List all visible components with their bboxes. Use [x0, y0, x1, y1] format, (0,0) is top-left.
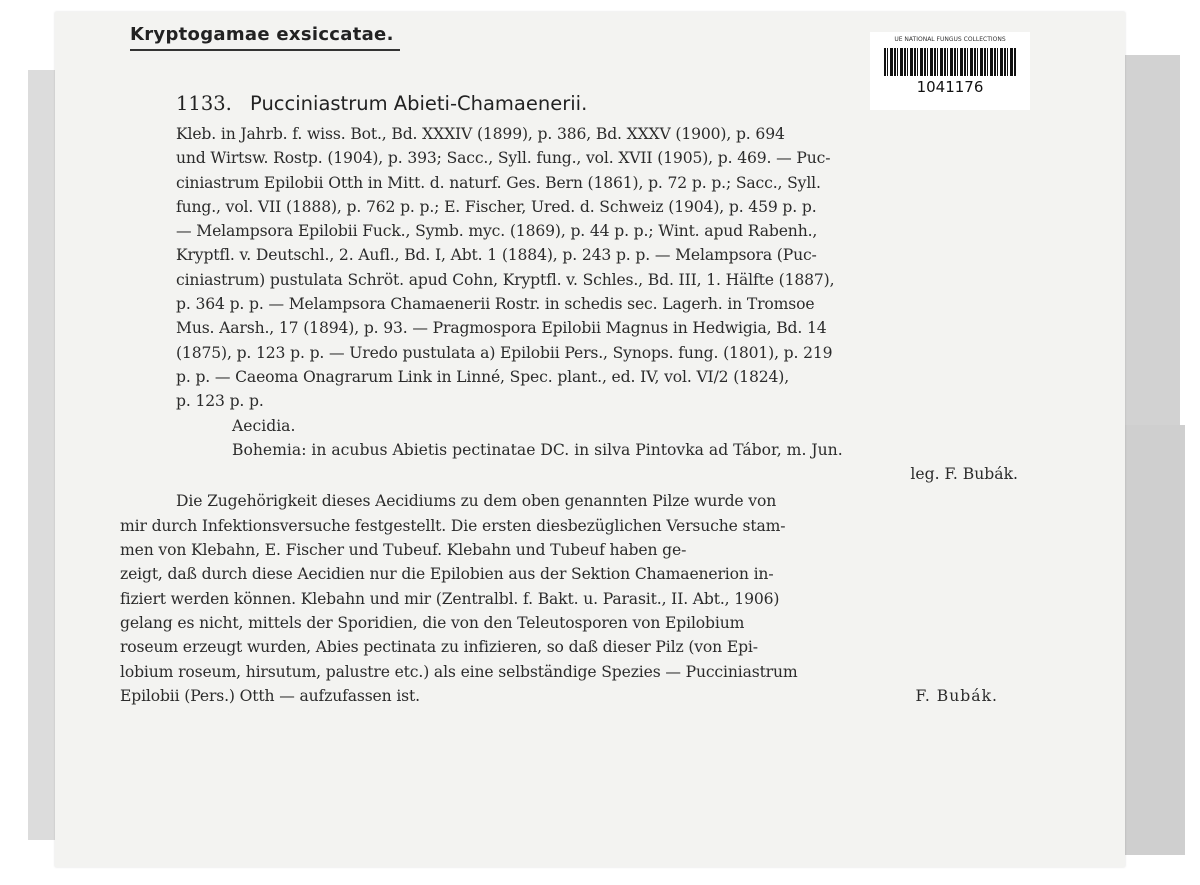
barcode-icon	[884, 48, 1016, 76]
author-signature: F. Bubák.	[915, 686, 998, 705]
synonymy-line: (1875), p. 123 p. p. — Uredo pustulata a) Epilobii Pers., Synops. fung. (1801), p. 219	[176, 343, 833, 362]
locality: Bohemia: in acubus Abietis pectinatae DC. in silva Pintovka ad Tábor, m. Jun.	[232, 440, 843, 459]
barcode-number: 1041176	[916, 78, 984, 96]
remarks-line: men von Klebahn, E. Fischer und Tubeuf. Klebahn und Tubeuf haben ge-	[120, 541, 687, 560]
synonymy-line: p. p. — Caeoma Onagrarum Link in Linné, Spec. plant., ed. IV, vol. VI/2 (1824),	[176, 367, 790, 386]
remarks	[120, 489, 1020, 708]
spore-stage: Aecidia.	[232, 416, 296, 435]
synonymy-line: und Wirtsw. Rostp. (1904), p. 393; Sacc., Syll. fung., vol. XVII (1905), p. 469. — Puc-	[176, 149, 831, 168]
remarks-line: roseum erzeugt wurden, Abies pectinata zu infizieren, so daß dieser Pilz (von Epi-	[120, 638, 758, 657]
synonymy-line: p. 364 p. p. — Melampsora Chamaenerii Rostr. in schedis sec. Lagerh. in Tromsoe	[176, 295, 815, 314]
synonymy-line: ciniastrum Epilobii Otth in Mitt. d. naturf. Ges. Bern (1861), p. 72 p. p.; Sacc., Syll.	[176, 173, 821, 192]
remarks-line: mir durch Infektionsversuche festgestellt. Die ersten diesbezüglichen Versuche stam-	[120, 516, 786, 535]
exsiccata-number: 1133.	[176, 92, 232, 115]
synonymy-line: Kryptfl. v. Deutschl., 2. Aufl., Bd. I, Abt. 1 (1884), p. 243 p. p. — Melampsora (Puc-	[176, 246, 817, 265]
herbarium-sheet-right-edge-lower	[1125, 425, 1185, 855]
label-text	[120, 92, 1020, 708]
species-name: Pucciniastrum Abieti-Chamaenerii.	[250, 92, 588, 115]
remarks-line: lobium roseum, hirsutum, palustre etc.) als eine selbständige Spezies — Pucciniastrum	[120, 662, 798, 681]
synonymy-line: ciniastrum) pustulata Schröt. apud Cohn, Kryptfl. v. Schles., Bd. III, 1. Hälfte (1887),	[176, 270, 835, 289]
synonymy-line: Mus. Aarsh., 17 (1894), p. 93. — Pragmospora Epilobii Magnus in Hedwigia, Bd. 14	[176, 319, 827, 338]
synonymy	[120, 122, 1020, 414]
synonymy-line: Kleb. in Jahrb. f. wiss. Bot., Bd. XXXIV (1899), p. 386, Bd. XXXV (1900), p. 694	[176, 125, 785, 143]
collector: leg. F. Bubák.	[910, 465, 1018, 484]
series-title: Kryptogamae exsiccatae.	[130, 24, 400, 51]
synonymy-line: fung., vol. VII (1888), p. 762 p. p.; E. Fischer, Ured. d. Schweiz (1904), p. 459 p. p.	[176, 197, 817, 216]
remarks-line: gelang es nicht, mittels der Sporidien, die von den Teleutosporen von Epilobium	[120, 613, 745, 632]
barcode-caption: UE NATIONAL FUNGUS COLLECTIONS	[894, 36, 1006, 43]
species-heading	[176, 92, 1020, 115]
synonymy-line: p. 123 p. p.	[176, 392, 264, 411]
remarks-final-line	[120, 684, 1020, 708]
remarks-line: Die Zugehörigkeit dieses Aecidiums zu dem oben genannten Pilze wurde von	[176, 492, 777, 511]
remarks-line: zeigt, daß durch diese Aecidien nur die Epilobien aus der Sektion Chamaenerion in-	[120, 565, 774, 584]
synonymy-line: — Melampsora Epilobii Fuck., Symb. myc. (1869), p. 44 p. p.; Wint. apud Rabenh.,	[176, 222, 818, 241]
remarks-line: Epilobii (Pers.) Otth — aufzufassen ist.	[120, 686, 420, 705]
remarks-line: fiziert werden können. Klebahn und mir (Zentralbl. f. Bakt. u. Parasit., II. Abt., 1906)	[120, 589, 780, 608]
